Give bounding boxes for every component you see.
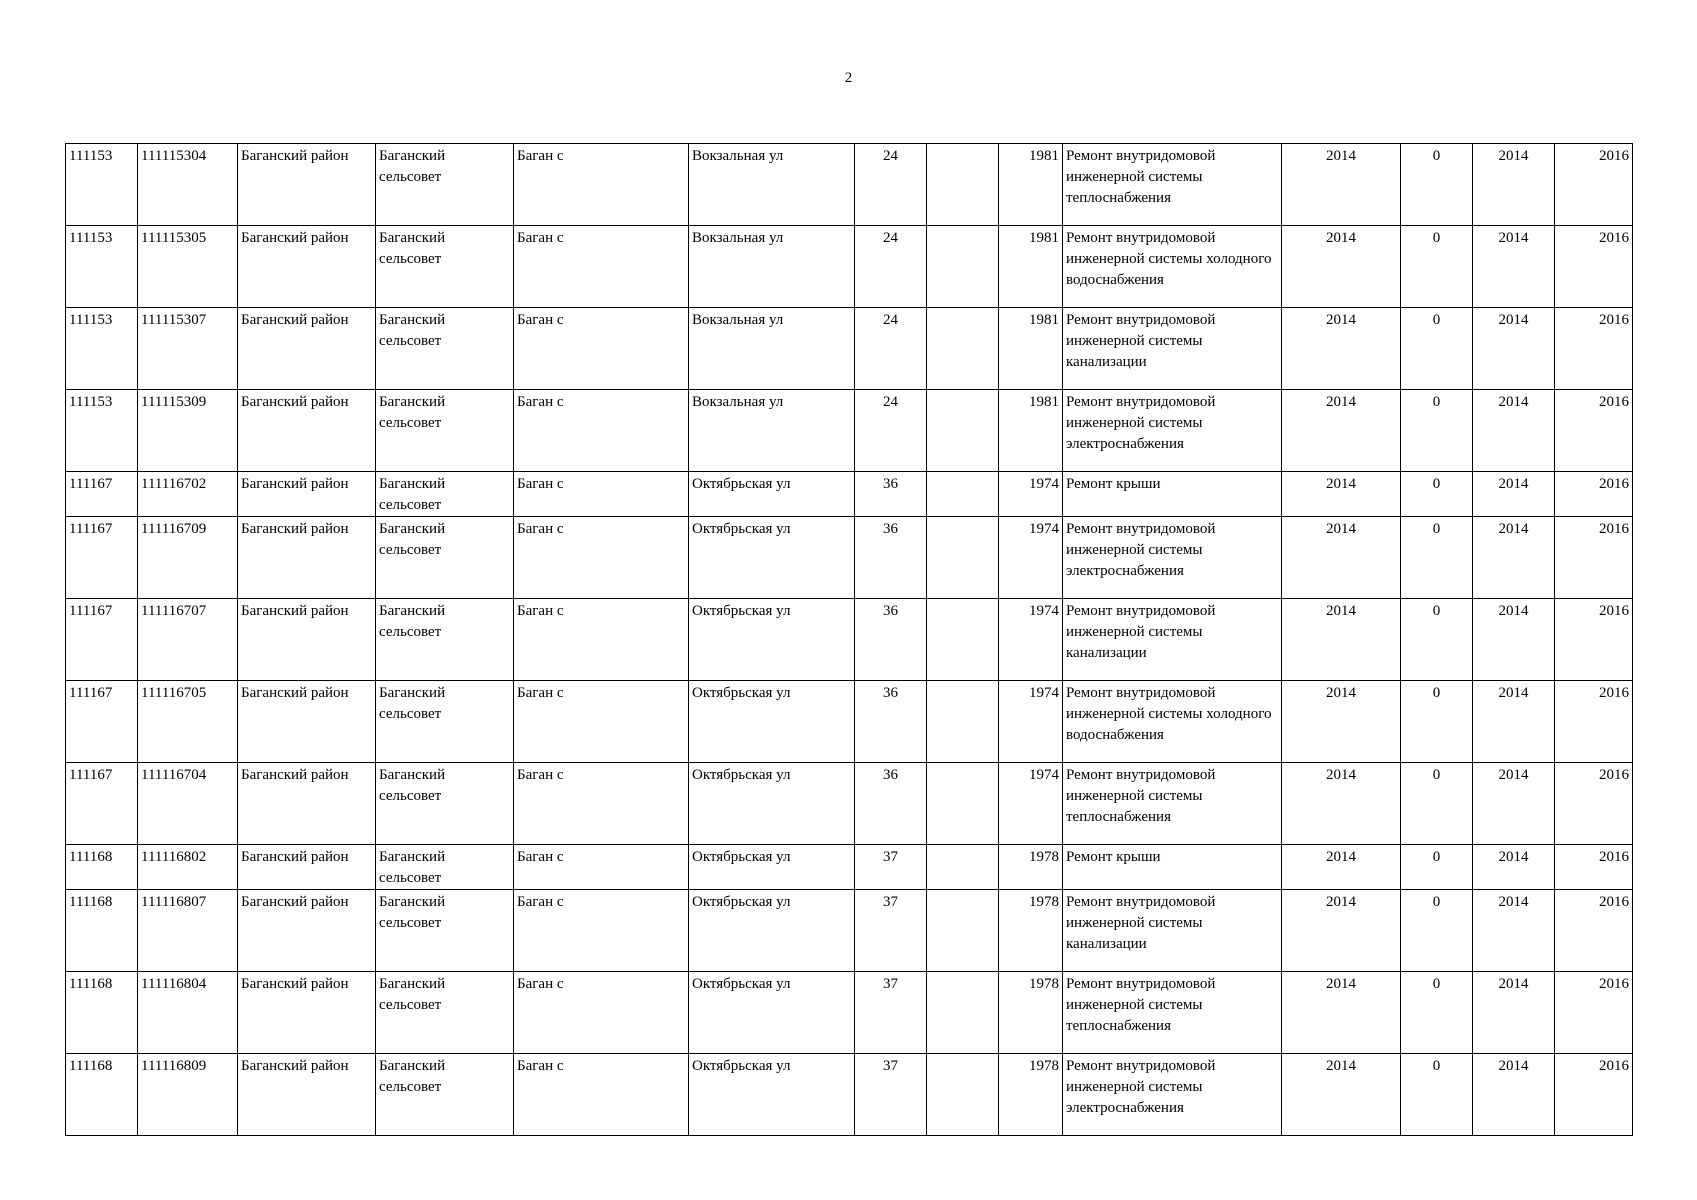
end-year-cell: 2016 bbox=[1555, 472, 1633, 517]
build-year-cell: 1978 bbox=[999, 845, 1063, 890]
plan-year-cell: 2014 bbox=[1282, 890, 1401, 972]
plan-year-cell: 2014 bbox=[1282, 681, 1401, 763]
settlement-cell: Баган с bbox=[514, 763, 689, 845]
table-row bbox=[66, 972, 1633, 1054]
table-row bbox=[66, 517, 1633, 599]
district-cell: Баганский район bbox=[238, 1054, 376, 1136]
flag-cell: 0 bbox=[1401, 308, 1473, 390]
work-type-cell: Ремонт внутридомовой инженерной системы теплоснабжения bbox=[1063, 763, 1282, 845]
end-year-cell: 2016 bbox=[1555, 308, 1633, 390]
end-year-cell: 2016 bbox=[1555, 1054, 1633, 1136]
settlement-cell: Баган с bbox=[514, 890, 689, 972]
end-year-cell: 2016 bbox=[1555, 890, 1633, 972]
house-number-cell: 36 bbox=[855, 517, 927, 599]
table-row bbox=[66, 890, 1633, 972]
table-row bbox=[66, 599, 1633, 681]
house-number-cell: 24 bbox=[855, 226, 927, 308]
house-number-cell: 36 bbox=[855, 681, 927, 763]
flag-cell: 0 bbox=[1401, 890, 1473, 972]
district-cell: Баганский район bbox=[238, 226, 376, 308]
end-year-cell: 2016 bbox=[1555, 226, 1633, 308]
start-year-cell: 2014 bbox=[1473, 308, 1555, 390]
district-cell: Баганский район bbox=[238, 681, 376, 763]
table-row bbox=[66, 763, 1633, 845]
page-number: 2 bbox=[844, 70, 853, 86]
work-type-cell: Ремонт внутридомовой инженерной системы теплоснабжения bbox=[1063, 144, 1282, 226]
municipality-cell: Баганский сельсовет bbox=[376, 517, 514, 599]
build-year-cell: 1978 bbox=[999, 1054, 1063, 1136]
building-cell bbox=[927, 1054, 999, 1136]
start-year-cell: 2014 bbox=[1473, 681, 1555, 763]
table-row bbox=[66, 845, 1633, 890]
object-id-cell: 111167 bbox=[66, 599, 138, 681]
table-row bbox=[66, 226, 1633, 308]
plan-year-cell: 2014 bbox=[1282, 226, 1401, 308]
object-id-cell: 111167 bbox=[66, 517, 138, 599]
building-cell bbox=[927, 599, 999, 681]
house-number-cell: 36 bbox=[855, 599, 927, 681]
build-year-cell: 1981 bbox=[999, 390, 1063, 472]
start-year-cell: 2014 bbox=[1473, 390, 1555, 472]
object-id-cell: 111167 bbox=[66, 763, 138, 845]
municipality-cell: Баганский сельсовет bbox=[376, 472, 514, 517]
house-number-cell: 37 bbox=[855, 890, 927, 972]
flag-cell: 0 bbox=[1401, 517, 1473, 599]
municipality-cell: Баганский сельсовет bbox=[376, 972, 514, 1054]
municipality-cell: Баганский сельсовет bbox=[376, 845, 514, 890]
flag-cell: 0 bbox=[1401, 144, 1473, 226]
work-id-cell: 111116802 bbox=[138, 845, 238, 890]
object-id-cell: 111167 bbox=[66, 681, 138, 763]
flag-cell: 0 bbox=[1401, 599, 1473, 681]
district-cell: Баганский район bbox=[238, 972, 376, 1054]
work-type-cell: Ремонт внутридомовой инженерной системы электроснабжения bbox=[1063, 517, 1282, 599]
work-type-cell: Ремонт внутридомовой инженерной системы электроснабжения bbox=[1063, 1054, 1282, 1136]
municipality-cell: Баганский сельсовет bbox=[376, 1054, 514, 1136]
work-id-cell: 111116707 bbox=[138, 599, 238, 681]
street-cell: Октябрьская ул bbox=[689, 599, 855, 681]
object-id-cell: 111153 bbox=[66, 226, 138, 308]
district-cell: Баганский район bbox=[238, 390, 376, 472]
plan-year-cell: 2014 bbox=[1282, 599, 1401, 681]
house-number-cell: 37 bbox=[855, 972, 927, 1054]
work-id-cell: 111116709 bbox=[138, 517, 238, 599]
work-id-cell: 111116809 bbox=[138, 1054, 238, 1136]
house-number-cell: 37 bbox=[855, 1054, 927, 1136]
street-cell: Октябрьская ул bbox=[689, 472, 855, 517]
street-cell: Октябрьская ул bbox=[689, 681, 855, 763]
house-number-cell: 36 bbox=[855, 472, 927, 517]
start-year-cell: 2014 bbox=[1473, 890, 1555, 972]
table-row bbox=[66, 472, 1633, 517]
table-row bbox=[66, 681, 1633, 763]
building-cell bbox=[927, 845, 999, 890]
table-row bbox=[66, 1054, 1633, 1136]
street-cell: Октябрьская ул bbox=[689, 845, 855, 890]
building-cell bbox=[927, 390, 999, 472]
district-cell: Баганский район bbox=[238, 517, 376, 599]
municipality-cell: Баганский сельсовет bbox=[376, 599, 514, 681]
build-year-cell: 1981 bbox=[999, 144, 1063, 226]
object-id-cell: 111168 bbox=[66, 1054, 138, 1136]
start-year-cell: 2014 bbox=[1473, 972, 1555, 1054]
build-year-cell: 1981 bbox=[999, 226, 1063, 308]
district-cell: Баганский район bbox=[238, 890, 376, 972]
work-type-cell: Ремонт крыши bbox=[1063, 472, 1282, 517]
settlement-cell: Баган с bbox=[514, 472, 689, 517]
flag-cell: 0 bbox=[1401, 472, 1473, 517]
district-cell: Баганский район bbox=[238, 472, 376, 517]
settlement-cell: Баган с bbox=[514, 1054, 689, 1136]
build-year-cell: 1978 bbox=[999, 890, 1063, 972]
build-year-cell: 1974 bbox=[999, 681, 1063, 763]
table-row bbox=[66, 308, 1633, 390]
house-number-cell: 24 bbox=[855, 308, 927, 390]
building-cell bbox=[927, 890, 999, 972]
table-row bbox=[66, 390, 1633, 472]
work-id-cell: 111115304 bbox=[138, 144, 238, 226]
building-cell bbox=[927, 972, 999, 1054]
street-cell: Октябрьская ул bbox=[689, 972, 855, 1054]
municipality-cell: Баганский сельсовет bbox=[376, 308, 514, 390]
flag-cell: 0 bbox=[1401, 1054, 1473, 1136]
street-cell: Вокзальная ул bbox=[689, 308, 855, 390]
municipality-cell: Баганский сельсовет bbox=[376, 390, 514, 472]
street-cell: Октябрьская ул bbox=[689, 1054, 855, 1136]
work-type-cell: Ремонт внутридомовой инженерной системы холодного водоснабжения bbox=[1063, 226, 1282, 308]
settlement-cell: Баган с bbox=[514, 226, 689, 308]
building-cell bbox=[927, 763, 999, 845]
building-cell bbox=[927, 681, 999, 763]
district-cell: Баганский район bbox=[238, 845, 376, 890]
street-cell: Октябрьская ул bbox=[689, 763, 855, 845]
district-cell: Баганский район bbox=[238, 144, 376, 226]
start-year-cell: 2014 bbox=[1473, 517, 1555, 599]
settlement-cell: Баган с bbox=[514, 308, 689, 390]
settlement-cell: Баган с bbox=[514, 681, 689, 763]
street-cell: Вокзальная ул bbox=[689, 226, 855, 308]
work-id-cell: 111116704 bbox=[138, 763, 238, 845]
plan-year-cell: 2014 bbox=[1282, 1054, 1401, 1136]
start-year-cell: 2014 bbox=[1473, 226, 1555, 308]
object-id-cell: 111153 bbox=[66, 308, 138, 390]
end-year-cell: 2016 bbox=[1555, 681, 1633, 763]
plan-year-cell: 2014 bbox=[1282, 845, 1401, 890]
object-id-cell: 111168 bbox=[66, 845, 138, 890]
street-cell: Вокзальная ул bbox=[689, 144, 855, 226]
flag-cell: 0 bbox=[1401, 972, 1473, 1054]
plan-year-cell: 2014 bbox=[1282, 763, 1401, 845]
building-cell bbox=[927, 308, 999, 390]
municipality-cell: Баганский сельсовет bbox=[376, 890, 514, 972]
build-year-cell: 1974 bbox=[999, 763, 1063, 845]
object-id-cell: 111167 bbox=[66, 472, 138, 517]
plan-year-cell: 2014 bbox=[1282, 390, 1401, 472]
end-year-cell: 2016 bbox=[1555, 763, 1633, 845]
work-id-cell: 111115309 bbox=[138, 390, 238, 472]
house-number-cell: 36 bbox=[855, 763, 927, 845]
repair-registry-table bbox=[65, 143, 1633, 1136]
plan-year-cell: 2014 bbox=[1282, 972, 1401, 1054]
work-id-cell: 111116705 bbox=[138, 681, 238, 763]
end-year-cell: 2016 bbox=[1555, 972, 1633, 1054]
end-year-cell: 2016 bbox=[1555, 599, 1633, 681]
work-id-cell: 111115307 bbox=[138, 308, 238, 390]
object-id-cell: 111168 bbox=[66, 972, 138, 1054]
settlement-cell: Баган с bbox=[514, 599, 689, 681]
building-cell bbox=[927, 226, 999, 308]
settlement-cell: Баган с bbox=[514, 390, 689, 472]
end-year-cell: 2016 bbox=[1555, 517, 1633, 599]
municipality-cell: Баганский сельсовет bbox=[376, 681, 514, 763]
work-type-cell: Ремонт внутридомовой инженерной системы холодного водоснабжения bbox=[1063, 681, 1282, 763]
start-year-cell: 2014 bbox=[1473, 472, 1555, 517]
district-cell: Баганский район bbox=[238, 763, 376, 845]
plan-year-cell: 2014 bbox=[1282, 308, 1401, 390]
build-year-cell: 1981 bbox=[999, 308, 1063, 390]
house-number-cell: 24 bbox=[855, 144, 927, 226]
building-cell bbox=[927, 517, 999, 599]
work-type-cell: Ремонт внутридомовой инженерной системы электроснабжения bbox=[1063, 390, 1282, 472]
house-number-cell: 24 bbox=[855, 390, 927, 472]
flag-cell: 0 bbox=[1401, 681, 1473, 763]
work-type-cell: Ремонт внутридомовой инженерной системы канализации bbox=[1063, 308, 1282, 390]
work-id-cell: 111116807 bbox=[138, 890, 238, 972]
flag-cell: 0 bbox=[1401, 763, 1473, 845]
street-cell: Октябрьская ул bbox=[689, 890, 855, 972]
end-year-cell: 2016 bbox=[1555, 845, 1633, 890]
municipality-cell: Баганский сельсовет bbox=[376, 144, 514, 226]
building-cell bbox=[927, 472, 999, 517]
settlement-cell: Баган с bbox=[514, 144, 689, 226]
plan-year-cell: 2014 bbox=[1282, 144, 1401, 226]
settlement-cell: Баган с bbox=[514, 972, 689, 1054]
settlement-cell: Баган с bbox=[514, 517, 689, 599]
work-id-cell: 111116804 bbox=[138, 972, 238, 1054]
build-year-cell: 1974 bbox=[999, 599, 1063, 681]
start-year-cell: 2014 bbox=[1473, 1054, 1555, 1136]
object-id-cell: 111168 bbox=[66, 890, 138, 972]
street-cell: Октябрьская ул bbox=[689, 517, 855, 599]
end-year-cell: 2016 bbox=[1555, 144, 1633, 226]
district-cell: Баганский район bbox=[238, 599, 376, 681]
registry-body bbox=[66, 144, 1633, 1136]
municipality-cell: Баганский сельсовет bbox=[376, 763, 514, 845]
work-type-cell: Ремонт внутридомовой инженерной системы теплоснабжения bbox=[1063, 972, 1282, 1054]
house-number-cell: 37 bbox=[855, 845, 927, 890]
plan-year-cell: 2014 bbox=[1282, 517, 1401, 599]
flag-cell: 0 bbox=[1401, 845, 1473, 890]
work-type-cell: Ремонт внутридомовой инженерной системы канализации bbox=[1063, 599, 1282, 681]
flag-cell: 0 bbox=[1401, 226, 1473, 308]
flag-cell: 0 bbox=[1401, 390, 1473, 472]
plan-year-cell: 2014 bbox=[1282, 472, 1401, 517]
work-id-cell: 111116702 bbox=[138, 472, 238, 517]
end-year-cell: 2016 bbox=[1555, 390, 1633, 472]
build-year-cell: 1974 bbox=[999, 472, 1063, 517]
start-year-cell: 2014 bbox=[1473, 144, 1555, 226]
work-type-cell: Ремонт внутридомовой инженерной системы канализации bbox=[1063, 890, 1282, 972]
district-cell: Баганский район bbox=[238, 308, 376, 390]
object-id-cell: 111153 bbox=[66, 390, 138, 472]
start-year-cell: 2014 bbox=[1473, 599, 1555, 681]
start-year-cell: 2014 bbox=[1473, 845, 1555, 890]
work-type-cell: Ремонт крыши bbox=[1063, 845, 1282, 890]
object-id-cell: 111153 bbox=[66, 144, 138, 226]
building-cell bbox=[927, 144, 999, 226]
work-id-cell: 111115305 bbox=[138, 226, 238, 308]
municipality-cell: Баганский сельсовет bbox=[376, 226, 514, 308]
start-year-cell: 2014 bbox=[1473, 763, 1555, 845]
table-row bbox=[66, 144, 1633, 226]
settlement-cell: Баган с bbox=[514, 845, 689, 890]
street-cell: Вокзальная ул bbox=[689, 390, 855, 472]
build-year-cell: 1974 bbox=[999, 517, 1063, 599]
build-year-cell: 1978 bbox=[999, 972, 1063, 1054]
